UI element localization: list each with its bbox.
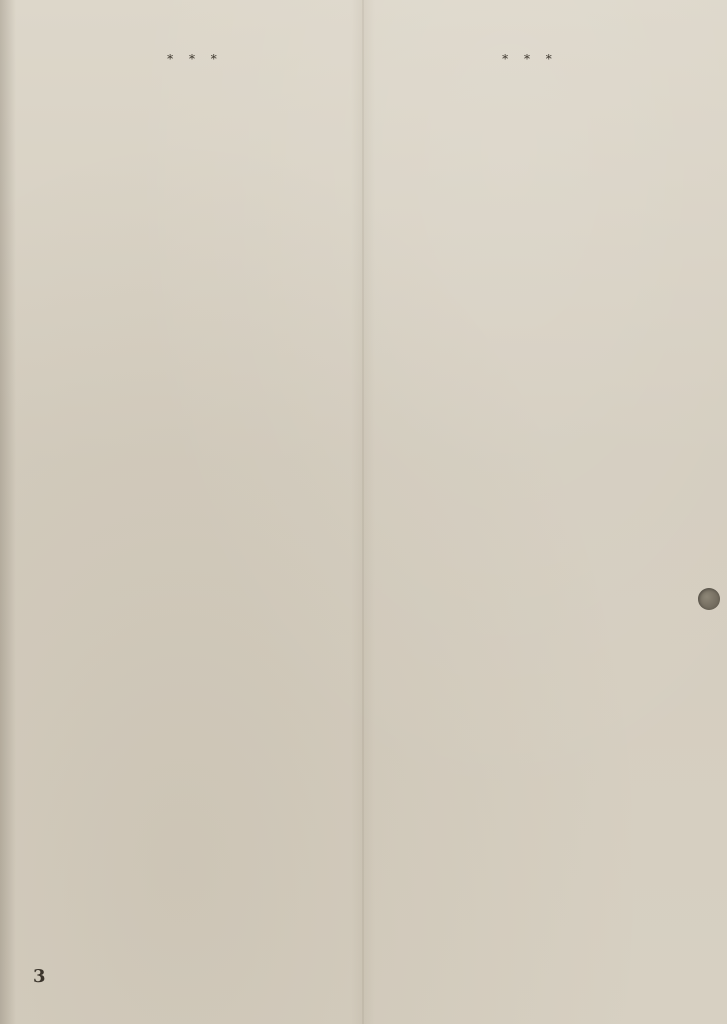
punch-hole	[698, 588, 720, 610]
page-edge-shadow	[0, 0, 16, 1024]
page-fold	[351, 0, 375, 1024]
text-column-right	[377, 44, 683, 994]
section-break: * * *	[502, 52, 558, 66]
text-column-left	[42, 44, 348, 994]
section-break: * * *	[167, 52, 223, 66]
page-number: 3	[33, 966, 46, 987]
